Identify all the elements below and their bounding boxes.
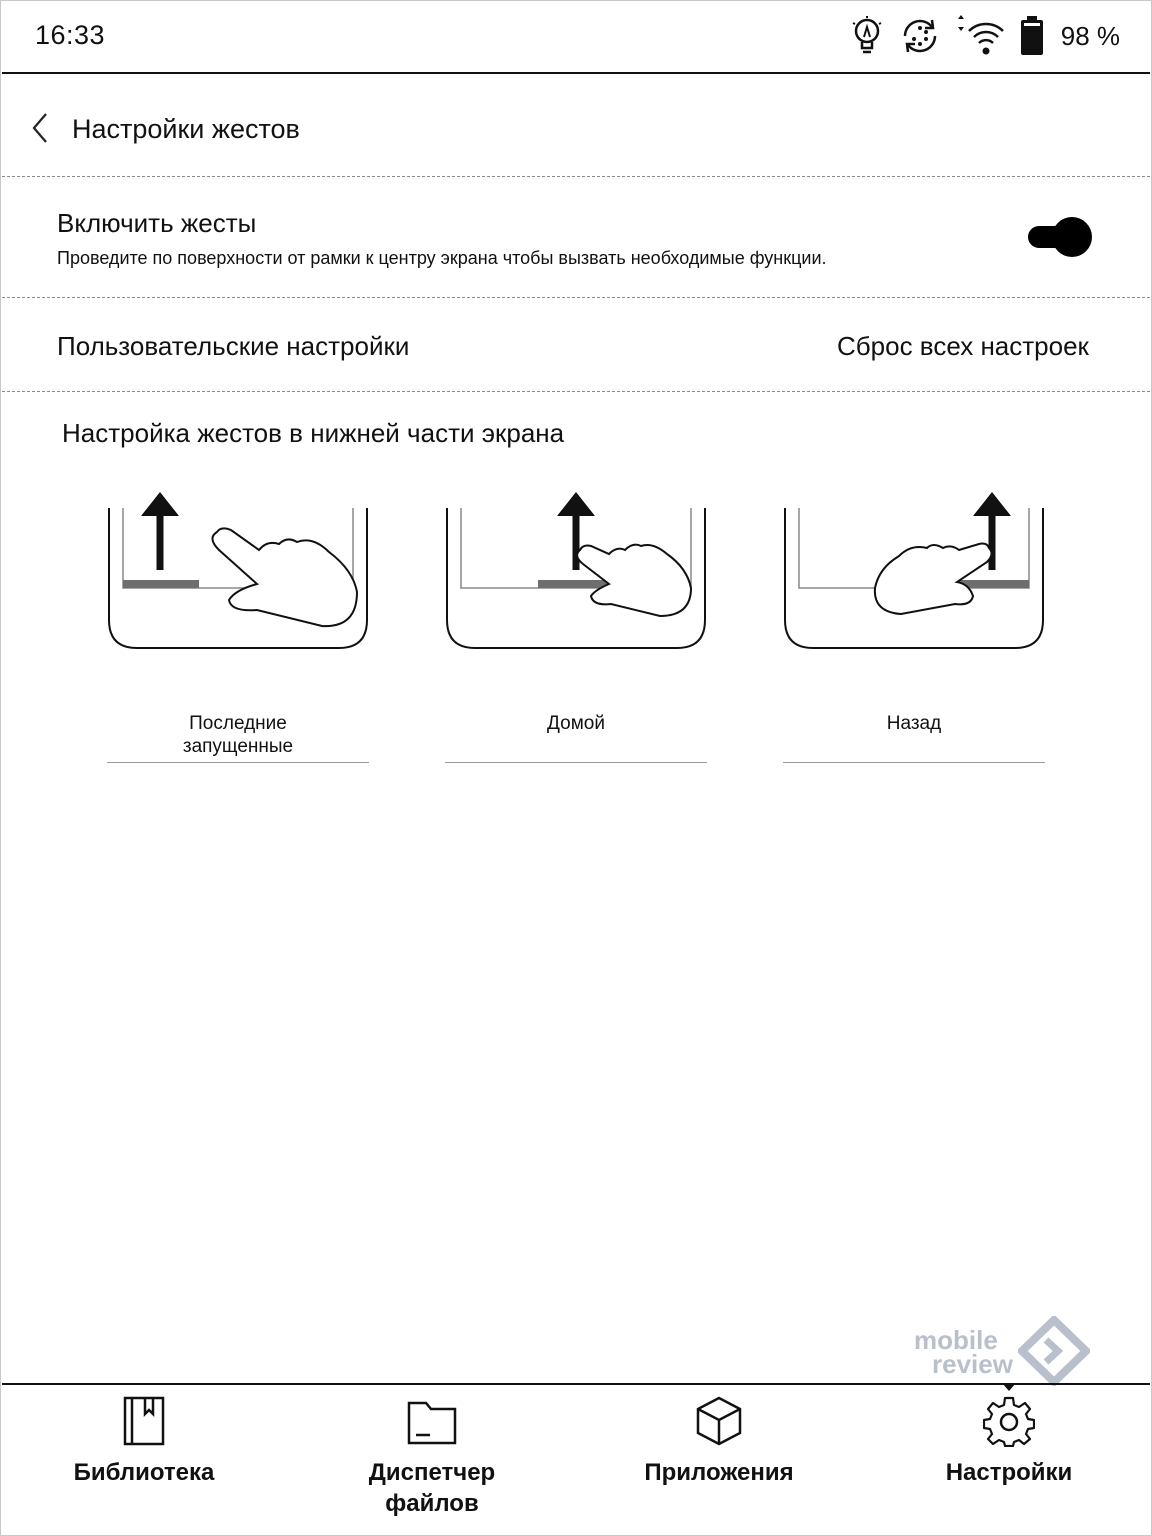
gesture-home-underline <box>445 762 707 763</box>
gesture-recent-label: Последние запущенные <box>182 713 294 757</box>
watermark-line2: review <box>932 1349 1013 1379</box>
book-icon <box>122 1395 166 1447</box>
nav-file-manager-label: Диспетчер файлов <box>368 1459 496 1517</box>
nav-settings-label: Настройки <box>945 1459 1073 1486</box>
nav-file-manager[interactable] <box>332 1385 532 1535</box>
gesture-back-underline <box>783 762 1045 763</box>
nav-apps[interactable] <box>622 1385 816 1535</box>
toggle-knob <box>1052 217 1092 257</box>
gesture-recent-underline <box>107 762 369 763</box>
battery-icon <box>1019 15 1045 57</box>
nav-settings[interactable] <box>912 1385 1106 1535</box>
refresh-icon[interactable] <box>899 15 941 57</box>
gesture-home[interactable] <box>445 480 707 734</box>
watermark-logo <box>912 1314 1092 1384</box>
watermark-diamond-icon <box>1018 1316 1090 1386</box>
gesture-recent-illustration <box>107 480 369 652</box>
cube-icon <box>694 1395 744 1447</box>
reset-all-settings-link[interactable]: Сброс всех настроек <box>837 331 1089 361</box>
page-title: Настройки жестов <box>72 114 300 144</box>
gesture-back-label: Назад <box>886 713 942 734</box>
page-header <box>2 74 1150 176</box>
gesture-back-illustration <box>783 480 1045 652</box>
nav-library-label: Библиотека <box>73 1459 215 1486</box>
active-indicator <box>1002 1383 1016 1391</box>
status-time: 16:33 <box>35 20 106 50</box>
chevron-left-icon[interactable] <box>24 110 60 146</box>
enable-gestures-title: Включить жесты <box>57 208 257 238</box>
divider <box>2 297 1150 298</box>
gesture-back[interactable] <box>783 480 1045 734</box>
bottom-gestures-title: Настройка жестов в нижней части экрана <box>62 418 565 448</box>
enable-gestures-description: Проведите по поверхности от рамки к центру экрана чтобы вызвать необходимые функции. <box>57 248 827 268</box>
watermark-line1: mobile <box>914 1325 998 1355</box>
battery-percent: 98 % <box>1060 20 1120 51</box>
custom-settings-link[interactable]: Пользовательские настройки <box>57 331 410 361</box>
gesture-recent-apps[interactable] <box>107 480 369 757</box>
gear-icon <box>983 1395 1035 1447</box>
gesture-home-illustration <box>445 480 707 652</box>
status-icons <box>849 14 1120 58</box>
divider <box>2 176 1150 177</box>
frontlight-icon[interactable] <box>849 15 885 57</box>
gesture-home-label: Домой <box>547 713 605 734</box>
nav-library[interactable] <box>42 1385 246 1535</box>
wifi-icon[interactable] <box>955 15 1005 57</box>
folder-icon <box>406 1395 458 1447</box>
nav-apps-label: Приложения <box>644 1459 794 1486</box>
enable-gestures-toggle[interactable] <box>1026 217 1092 257</box>
bottom-navigation <box>2 1383 1150 1536</box>
status-bar <box>2 0 1150 74</box>
divider <box>2 391 1150 392</box>
